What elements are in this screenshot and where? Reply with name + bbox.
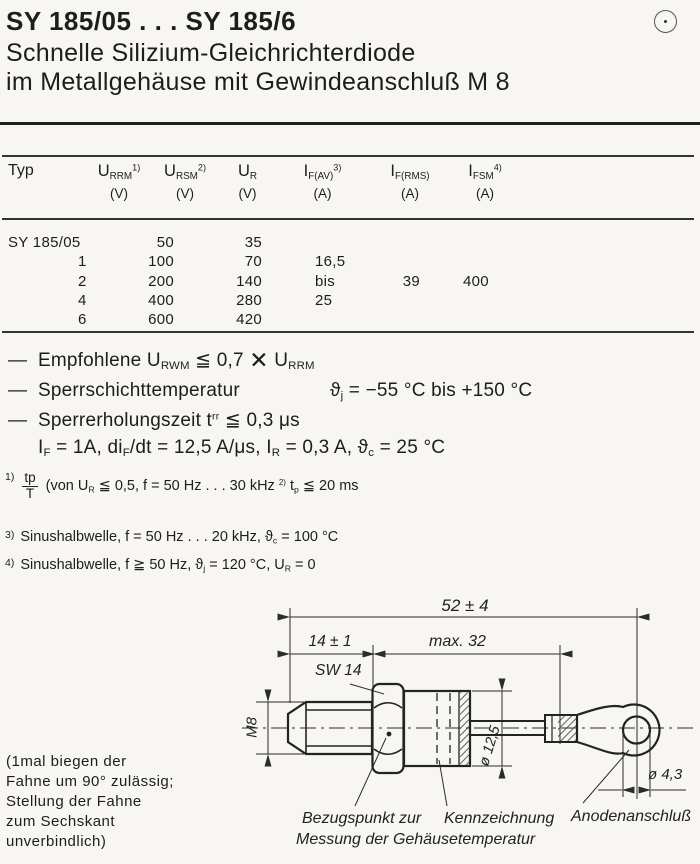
footnote-4: 4) Sinushalbwelle, f ≧ 50 Hz, ϑj = 120 °C, UR = 0 xyxy=(5,557,316,574)
ref-point-label-line2: Messung der Gehäusetemperatur xyxy=(296,831,536,848)
subtitle-line-2: im Metallgehäuse mit Gewindeanschluß M 8 xyxy=(6,68,510,96)
table-row: 6 600 420 xyxy=(78,311,262,329)
ref-point-label-line1: Bezugspunkt zur xyxy=(302,810,422,827)
col-typ: Typ xyxy=(8,162,34,179)
footnote-3: 3) Sinushalbwelle, f = 50 Hz . . . 20 kHz, ϑc = 100 °C xyxy=(5,529,339,546)
note-junction-temp: — Sperrschichttemperatur ϑj = −55 °C bis +150 °C xyxy=(8,380,533,403)
subtitle-line-1: Schnelle Silizium-Gleichrichterdiode xyxy=(6,39,416,67)
marking-label: Kennzeichnung xyxy=(444,810,555,827)
note-recovery-time: — Sperrerholungszeit $t^{rr}$ ≦ 0,3 μs xyxy=(8,410,300,431)
table-row: 1 100 70 16,5 xyxy=(78,253,346,271)
wrench-size-label: SW 14 xyxy=(315,662,362,679)
table-row: 4 400 280 25 xyxy=(78,291,333,309)
col-ifav: IF(AV)$^{3)}$ (A) xyxy=(303,162,342,201)
note-test-conditions: IF = 1A, diF/dt = 12,5 A/μs, IR = 0,3 A, ϑc = 25 °C xyxy=(38,437,446,460)
dim-stud-length: 14 ± 1 xyxy=(308,633,352,650)
table-row: 2 200 140 bis 39 400 xyxy=(78,272,489,290)
bending-note: (1mal biegen der Fahne um 90° zulässig; Stellung der Fahne zum Sechskant unverbindlich) xyxy=(6,753,174,850)
note-urwm: — Empfohlene URWM ≦ 0,7 ✕ URRM xyxy=(8,347,315,373)
col-ursm: URSM$^{2)}$ (V) xyxy=(164,162,206,201)
times-glyph: ✕ xyxy=(249,347,269,373)
duty-cycle-fraction: $\frac{tp}{T}$ xyxy=(24,470,36,501)
thread-size-label: M8 xyxy=(243,717,261,738)
dim-total-length: 52 ± 4 xyxy=(441,596,489,615)
col-ifsm: IFSM$^{4)}$ (A) xyxy=(468,162,502,201)
dim-body-length: max. 32 xyxy=(429,633,486,650)
footnote-1: 1) $\frac{tp}{T}$ (von UR ≦ 0,5, f = 50 Hz . . . 30 kHz $^{2)}$ tp ≦ 20 ms xyxy=(5,470,359,501)
dim-hole-diameter: ø 4,3 xyxy=(648,766,683,783)
col-ur: UR (V) xyxy=(237,162,258,201)
dim-body-diameter: ø 12,5 xyxy=(476,724,504,769)
col-ifrms: IF(RMS) (A) xyxy=(390,162,430,201)
col-urrm: URRM$^{1)}$ (V) xyxy=(97,162,141,201)
anode-terminal-label: Anodenanschluß xyxy=(571,808,692,825)
page-title: SY 185/05 . . . SY 185/6 xyxy=(6,6,297,36)
table-row: SY 185/05 50 35 xyxy=(8,234,262,251)
